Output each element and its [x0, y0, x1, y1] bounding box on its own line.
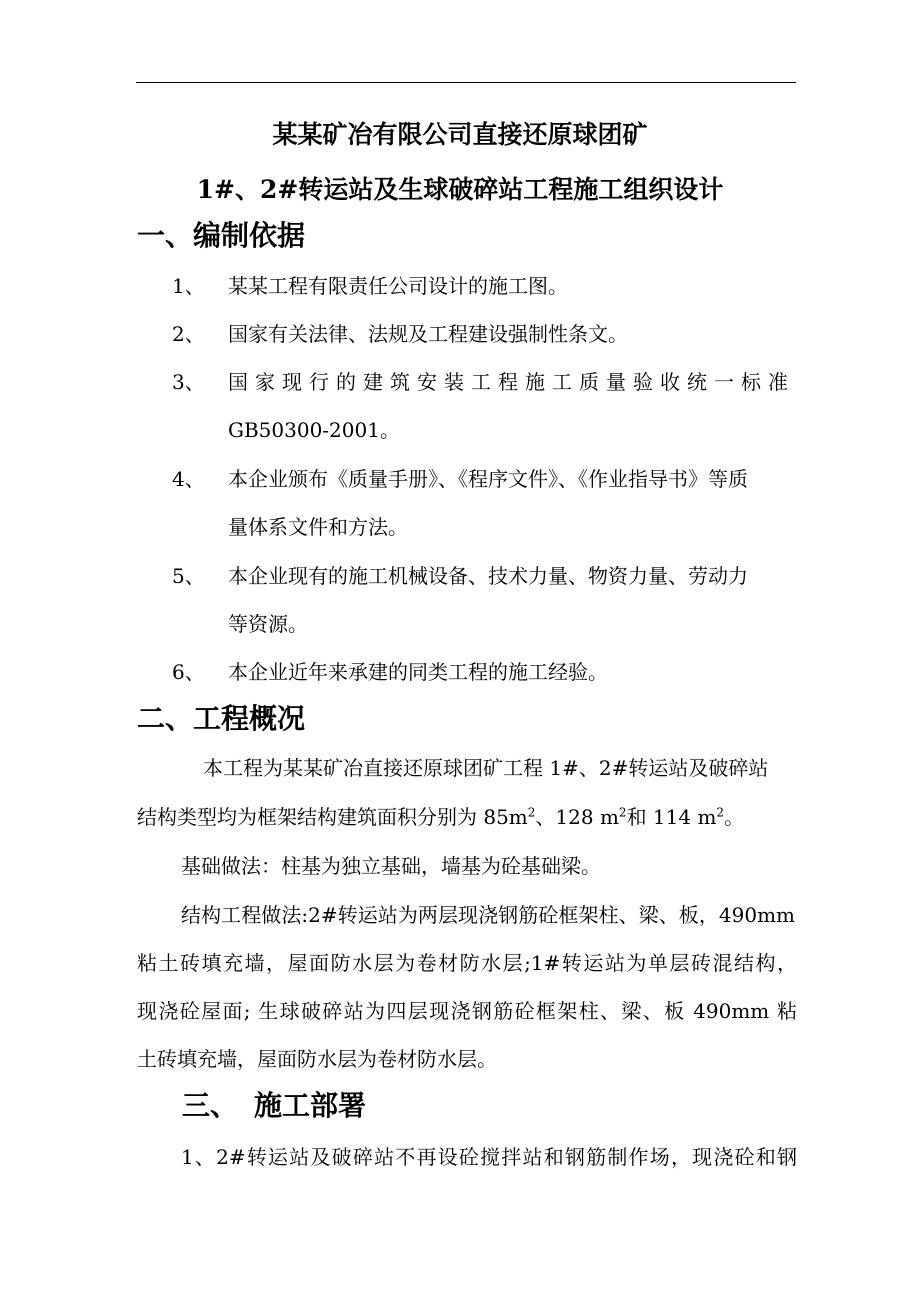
list-item-text-continued: 量体系文件和方法。 — [228, 515, 408, 539]
list-item-text: 本企业现有的施工机械设备、技术力量、物资力量、劳动力 — [228, 564, 748, 588]
list-item-text: 本企业颁布《质量手册》、《程序文件》、《作业指导书》等质 — [228, 467, 748, 491]
paragraph-text: 结构类型均为框架结构建筑面积分别为 85m — [137, 805, 528, 829]
superscript: 2 — [527, 805, 536, 820]
list-item-number: 4、 — [172, 467, 205, 491]
superscript: 2 — [716, 805, 725, 820]
list-item-number: 6、 — [172, 660, 205, 684]
paragraph-text: 、128 m — [535, 805, 619, 829]
section-3-heading: 施工部署 — [254, 1089, 367, 1122]
list-item-text: 国家有关法律、法规及工程建设强制性条文。 — [228, 322, 628, 346]
superscript: 2 — [618, 805, 627, 820]
document-title-line-1: 某某矿冶有限公司直接还原球团矿 — [272, 120, 648, 149]
document-title-line-2: 1#、2#转运站及生球破碎站工程施工组织设计 — [196, 175, 724, 204]
list-item-text-continued: 等资源。 — [228, 612, 308, 636]
paragraph-line: 基础做法：柱基为独立基础，墙基为砼基础梁。 — [181, 854, 601, 878]
list-item-text-continued: GB50300-2001。 — [228, 418, 400, 442]
paragraph-text: 。 — [724, 805, 745, 829]
paragraph-line: 土砖填充墙，屋面防水层为卷材防水层。 — [137, 1047, 497, 1071]
list-item-number: 3、 — [172, 370, 205, 394]
paragraph-line: 本工程为某某矿冶直接还原球团矿工程 1#、2#转运站及破碎站 — [203, 756, 769, 780]
list-item-number: 2、 — [172, 322, 205, 346]
header-rule — [136, 82, 796, 83]
list-item-text: 国家现行的建筑安装工程施工质量验收统一标准 — [228, 370, 788, 394]
paragraph-line: 结构工程做法:2#转运站为两层现浇钢筋砼框架柱、梁、板，490mm — [181, 903, 795, 927]
section-1-heading: 一、编制依据 — [137, 219, 306, 252]
list-item-number: 1、 — [172, 274, 205, 298]
list-item-text: 某某工程有限责任公司设计的施工图。 — [228, 274, 568, 298]
paragraph-line — [137, 801, 744, 830]
list-item-text: 本企业近年来承建的同类工程的施工经验。 — [228, 660, 608, 684]
paragraph-line: 1、2#转运站及破碎站不再设砼搅拌站和钢筋制作场，现浇砼和钢 — [181, 1145, 797, 1169]
section-2-heading: 二、工程概况 — [137, 702, 306, 735]
list-item-number: 5、 — [172, 564, 205, 588]
paragraph-text: 和 114 m — [626, 805, 717, 829]
paragraph-line: 现浇砼屋面; 生球破碎站为四层现浇钢筋砼框架柱、梁、板 490mm 粘 — [137, 999, 797, 1023]
section-3-heading-number: 三、 — [182, 1089, 239, 1122]
paragraph-line: 粘土砖填充墙，屋面防水层为卷材防水层;1#转运站为单层砖混结构， — [137, 951, 797, 975]
